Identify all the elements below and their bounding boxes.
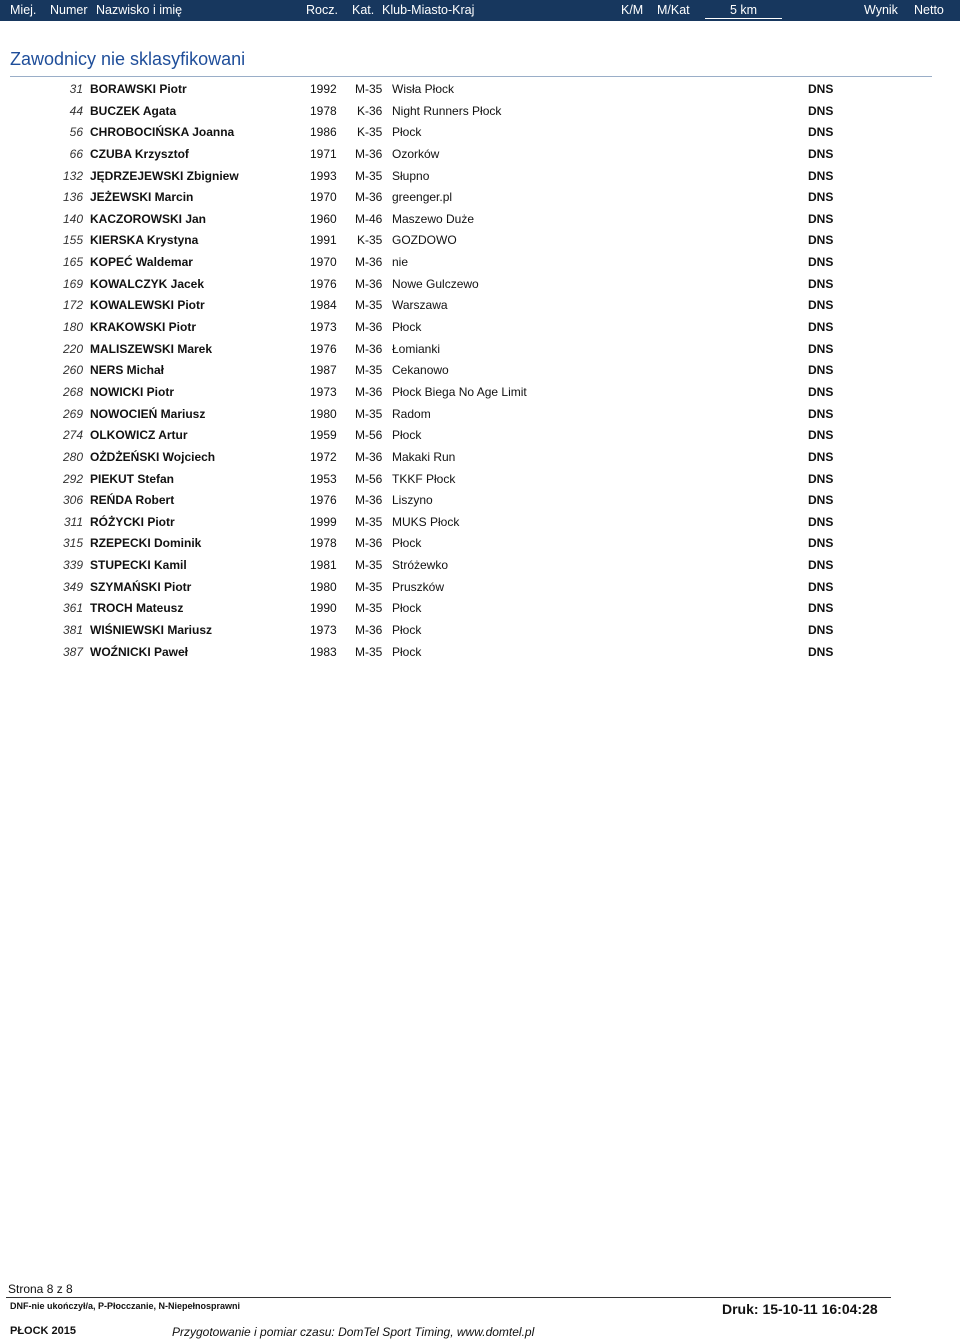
- age-category: K-35: [357, 125, 383, 140]
- status-label: DNS: [808, 211, 834, 226]
- athlete-number: 132: [62, 168, 83, 183]
- athlete-name: RÓŻYCKI Piotr: [90, 514, 175, 529]
- athlete-number: 260: [62, 363, 83, 378]
- status-label: DNS: [808, 601, 834, 616]
- status-label: DNS: [808, 471, 834, 486]
- athlete-name: KOWALCZYK Jacek: [90, 276, 205, 291]
- table-row: [0, 598, 960, 620]
- athlete-number: 180: [62, 320, 83, 335]
- club-city: Cekanowo: [392, 363, 449, 378]
- athlete-name: REŃDA Robert: [90, 493, 175, 508]
- table-row: [0, 274, 960, 296]
- age-category: M-46: [355, 211, 383, 226]
- birth-year: 1984: [310, 298, 337, 313]
- age-category: M-36: [355, 190, 383, 205]
- results-table: [0, 79, 960, 663]
- age-category: M-35: [355, 82, 383, 96]
- status-label: DNS: [808, 428, 834, 443]
- age-category: M-56: [355, 471, 383, 486]
- status-label: DNS: [808, 320, 834, 335]
- age-category: M-36: [355, 341, 383, 356]
- athlete-number: 280: [62, 449, 83, 464]
- table-row: [0, 230, 960, 252]
- athlete-number: 381: [62, 623, 83, 638]
- athlete-number: 306: [62, 493, 83, 508]
- section-title: Zawodnicy nie sklasyfikowani: [10, 49, 246, 69]
- table-row: [0, 512, 960, 534]
- athlete-name: BORAWSKI Piotr: [90, 82, 187, 96]
- birth-year: 1999: [310, 514, 337, 529]
- athlete-number: 339: [62, 558, 83, 573]
- club-city: Pruszków: [392, 579, 445, 594]
- age-category: M-36: [355, 623, 383, 638]
- table-row: [0, 577, 960, 599]
- athlete-number: 268: [62, 384, 83, 399]
- athlete-name: BUCZEK Agata: [90, 103, 177, 118]
- status-label: DNS: [808, 103, 834, 118]
- age-category: M-35: [355, 558, 383, 573]
- table-row: [0, 339, 960, 361]
- club-city: Maszewo Duże: [392, 211, 475, 226]
- header-gender: K/M: [621, 3, 644, 17]
- age-category: M-56: [355, 428, 383, 443]
- table-row: [0, 79, 960, 101]
- birth-year: 1972: [310, 449, 337, 464]
- club-city: Płock: [392, 536, 422, 551]
- header-number: Numer: [50, 3, 88, 17]
- status-label: DNS: [808, 298, 834, 313]
- athlete-name: TROCH Mateusz: [90, 601, 184, 616]
- athlete-number: 292: [62, 471, 83, 486]
- status-label: DNS: [808, 514, 834, 529]
- birth-year: 1978: [310, 536, 337, 551]
- birth-year: 1990: [310, 601, 337, 616]
- table-row: [0, 382, 960, 404]
- status-label: DNS: [808, 644, 834, 659]
- birth-year: 1970: [310, 255, 337, 270]
- athlete-name: KIERSKA Krystyna: [90, 233, 199, 248]
- header-distance: [705, 3, 782, 19]
- athlete-number: 136: [62, 190, 83, 205]
- timing-credit: Przygotowanie i pomiar czasu: DomTel Sport Timing, www.domtel.pl: [172, 1325, 535, 1339]
- birth-year: 1980: [310, 579, 337, 594]
- athlete-name: KOWALEWSKI Piotr: [90, 298, 205, 313]
- header-distance-label: 5 km: [730, 3, 758, 17]
- header-name: Nazwisko i imię: [96, 3, 183, 17]
- club-city: Radom: [392, 406, 431, 421]
- club-city: Płock: [392, 428, 422, 443]
- club-city: Ozorków: [392, 146, 440, 161]
- status-label: DNS: [808, 579, 834, 594]
- birth-year: 1976: [310, 493, 337, 508]
- status-label: DNS: [808, 341, 834, 356]
- status-label: DNS: [808, 125, 834, 140]
- club-city: Płock: [392, 623, 422, 638]
- table-row: [0, 101, 960, 123]
- athlete-name: CHROBOCIŃSKA Joanna: [90, 125, 235, 140]
- athlete-number: 274: [62, 428, 83, 443]
- club-city: nie: [392, 255, 409, 270]
- athlete-name: MALISZEWSKI Marek: [90, 341, 213, 356]
- page-number: Strona 8 z 8: [8, 1282, 73, 1296]
- status-label: DNS: [808, 623, 834, 638]
- table-row: [0, 360, 960, 382]
- athlete-name: NOWOCIEŃ Mariusz: [90, 406, 206, 421]
- status-label: DNS: [808, 255, 834, 270]
- club-city: greenger.pl: [392, 190, 453, 205]
- age-category: M-35: [355, 406, 383, 421]
- athlete-number: 44: [69, 103, 83, 118]
- birth-year: 1978: [310, 103, 337, 118]
- club-city: Wisła Płock: [392, 82, 455, 96]
- birth-year: 1991: [310, 233, 337, 248]
- header-place: Miej.: [10, 3, 37, 17]
- athlete-number: 315: [62, 536, 83, 551]
- table-row: [0, 425, 960, 447]
- header-result: Wynik: [864, 3, 898, 17]
- age-category: M-36: [355, 255, 383, 270]
- birth-year: 1971: [310, 146, 337, 161]
- status-label: DNS: [808, 146, 834, 161]
- status-label: DNS: [808, 384, 834, 399]
- age-category: K-35: [357, 233, 383, 248]
- status-label: DNS: [808, 536, 834, 551]
- table-row: [0, 144, 960, 166]
- birth-year: 1959: [310, 428, 337, 443]
- athlete-name: OLKOWICZ Artur: [90, 428, 188, 443]
- athlete-name: CZUBA Krzysztof: [90, 146, 189, 161]
- status-label: DNS: [808, 82, 834, 96]
- table-row: [0, 404, 960, 426]
- table-row: [0, 122, 960, 144]
- birth-year: 1993: [310, 168, 337, 183]
- athlete-number: 140: [62, 211, 83, 226]
- athlete-name: KACZOROWSKI Jan: [90, 211, 207, 226]
- club-city: Płock: [392, 601, 422, 616]
- table-row: [0, 252, 960, 274]
- athlete-name: RZEPECKI Dominik: [90, 536, 202, 551]
- athlete-number: 172: [62, 298, 83, 313]
- club-city: Night Runners Płock: [392, 103, 502, 118]
- athlete-name: KOPEĆ Waldemar: [90, 255, 193, 270]
- age-category: M-35: [355, 644, 383, 659]
- header-category: Kat.: [352, 3, 375, 17]
- age-category: M-35: [355, 363, 383, 378]
- header-club: Klub-Miasto-Kraj: [382, 3, 475, 17]
- athlete-number: 349: [62, 579, 83, 594]
- athlete-name: NOWICKI Piotr: [90, 384, 174, 399]
- club-city: Liszyno: [392, 493, 433, 508]
- athlete-number: 169: [62, 276, 83, 291]
- birth-year: 1981: [310, 558, 337, 573]
- table-row: [0, 209, 960, 231]
- club-city: Nowe Gulczewo: [392, 276, 479, 291]
- header-year: Rocz.: [306, 3, 338, 17]
- athlete-name: STUPECKI Kamil: [90, 558, 187, 573]
- results-header-bar: [0, 0, 960, 21]
- page-footer: [0, 1270, 960, 1341]
- club-city: Stróżewko: [392, 558, 449, 573]
- club-city: Słupno: [392, 168, 430, 183]
- status-label: DNS: [808, 233, 834, 248]
- age-category: M-36: [355, 493, 383, 508]
- birth-year: 1953: [310, 471, 337, 486]
- age-category: M-35: [355, 601, 383, 616]
- athlete-number: 155: [62, 233, 83, 248]
- athlete-name: NERS Michał: [90, 363, 165, 378]
- table-row: [0, 533, 960, 555]
- club-city: GOZDOWO: [392, 233, 457, 248]
- status-label: DNS: [808, 276, 834, 291]
- table-row: [0, 447, 960, 469]
- club-city: Warszawa: [392, 298, 448, 313]
- print-timestamp: Druk: 15-10-11 16:04:28: [722, 1301, 878, 1317]
- age-category: M-36: [355, 384, 383, 399]
- birth-year: 1973: [310, 623, 337, 638]
- table-row: [0, 166, 960, 188]
- birth-year: 1980: [310, 406, 337, 421]
- birth-year: 1960: [310, 211, 337, 226]
- age-category: M-36: [355, 449, 383, 464]
- birth-year: 1973: [310, 320, 337, 335]
- table-row: [0, 642, 960, 664]
- age-category: M-35: [355, 168, 383, 183]
- age-category: K-36: [357, 103, 383, 118]
- athlete-number: 56: [69, 125, 83, 140]
- age-category: M-36: [355, 320, 383, 335]
- age-category: M-36: [355, 536, 383, 551]
- header-net: Netto: [914, 3, 944, 17]
- athlete-name: PIEKUT Stefan: [90, 471, 175, 486]
- athlete-name: JĘDRZEJEWSKI Zbigniew: [90, 168, 239, 183]
- age-category: M-36: [355, 276, 383, 291]
- status-label: DNS: [808, 168, 834, 183]
- athlete-name: SZYMAŃSKI Piotr: [90, 579, 192, 594]
- athlete-number: 165: [62, 255, 83, 270]
- athlete-number: 361: [62, 601, 83, 616]
- table-row: [0, 469, 960, 491]
- athlete-number: 66: [69, 146, 83, 161]
- status-label: DNS: [808, 558, 834, 573]
- athlete-number: 31: [69, 82, 83, 96]
- age-category: M-35: [355, 579, 383, 594]
- birth-year: 1976: [310, 276, 337, 291]
- status-label: DNS: [808, 190, 834, 205]
- table-row: [0, 490, 960, 512]
- status-label: DNS: [808, 406, 834, 421]
- table-row: [0, 295, 960, 317]
- athlete-number: 269: [62, 406, 83, 421]
- footer-legend: DNF-nie ukończył/a, P-Płocczanie, N-Niepełnosprawni: [10, 1301, 241, 1311]
- athlete-number: 387: [62, 644, 83, 659]
- status-label: DNS: [808, 363, 834, 378]
- athlete-name: OŻDŻEŃSKI Wojciech: [90, 449, 216, 464]
- birth-year: 1973: [310, 384, 337, 399]
- status-label: DNS: [808, 449, 834, 464]
- age-category: M-35: [355, 514, 383, 529]
- table-row: [0, 555, 960, 577]
- footer-divider: [6, 1297, 891, 1298]
- athlete-number: 311: [63, 514, 83, 529]
- section-title-divider: [10, 76, 932, 77]
- athlete-name: KRAKOWSKI Piotr: [90, 320, 196, 335]
- club-city: Makaki Run: [392, 449, 456, 464]
- status-label: DNS: [808, 493, 834, 508]
- header-gender-category: M/Kat: [657, 3, 690, 17]
- table-row: [0, 187, 960, 209]
- club-city: MUKS Płock: [392, 514, 460, 529]
- club-city: TKKF Płock: [392, 471, 456, 486]
- age-category: M-35: [355, 298, 383, 313]
- table-row: [0, 620, 960, 642]
- table-row: [0, 317, 960, 339]
- athlete-name: WOŹNICKI Paweł: [90, 644, 189, 659]
- birth-year: 1970: [310, 190, 337, 205]
- birth-year: 1987: [310, 363, 337, 378]
- event-name: PŁOCK 2015: [10, 1325, 77, 1337]
- club-city: Płock: [392, 644, 422, 659]
- club-city: Płock Biega No Age Limit: [392, 384, 527, 399]
- club-city: Płock: [392, 320, 422, 335]
- club-city: Płock: [392, 125, 422, 140]
- birth-year: 1992: [310, 82, 337, 96]
- birth-year: 1986: [310, 125, 337, 140]
- age-category: M-36: [355, 146, 383, 161]
- birth-year: 1983: [310, 644, 337, 659]
- athlete-number: 220: [62, 341, 83, 356]
- athlete-name: JEŻEWSKI Marcin: [90, 190, 194, 205]
- athlete-name: WIŚNIEWSKI Mariusz: [90, 623, 213, 638]
- birth-year: 1976: [310, 341, 337, 356]
- club-city: Łomianki: [392, 341, 441, 356]
